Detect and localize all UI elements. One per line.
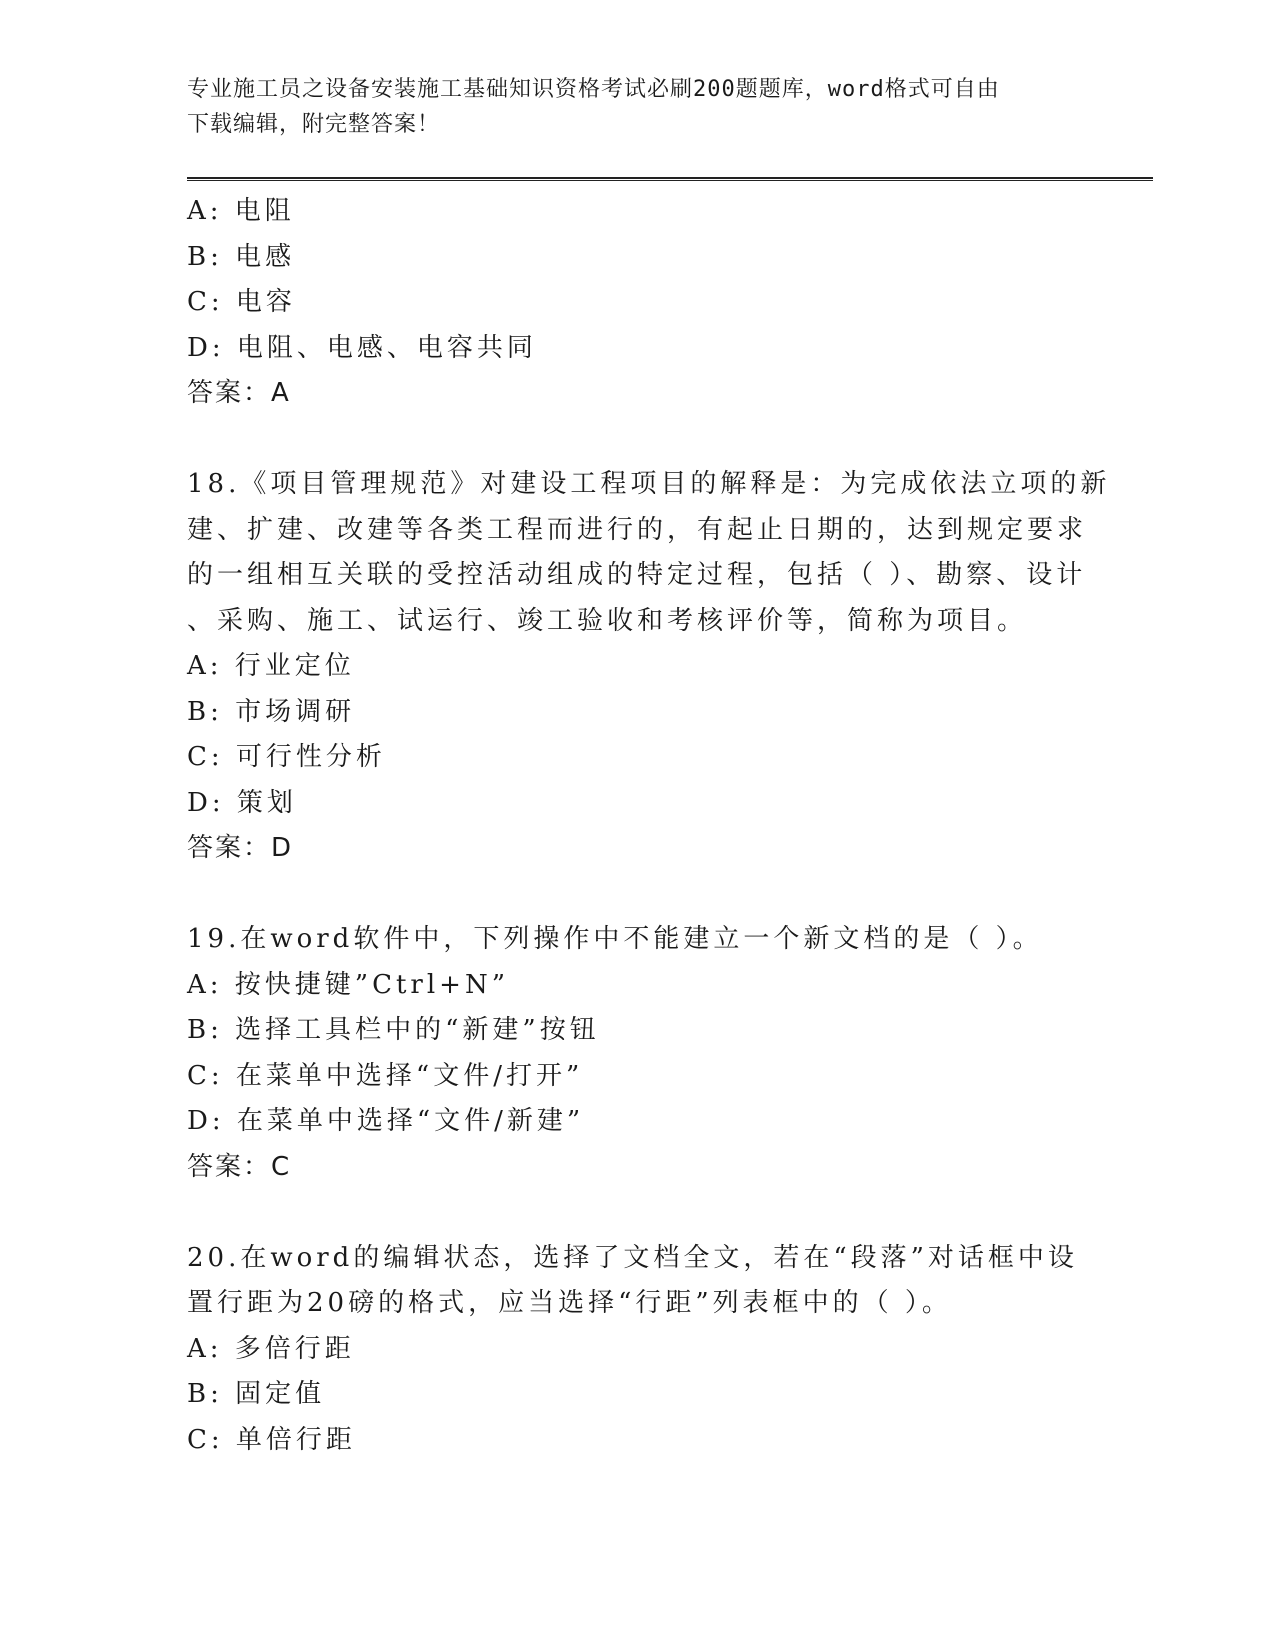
option-d: D: 电阻、电感、电容共同 [187, 332, 537, 363]
option-b: B: 选择工具栏中的“新建”按钮 [187, 1015, 600, 1045]
option-a: A: 多倍行距 [187, 1333, 355, 1364]
option-c: C: 可行性分析 [187, 742, 386, 772]
header-line-2: 下载编辑，附完整答案！ [187, 112, 441, 137]
header-line-1: 专业施工员之设备安装施工基础知识资格考试必刷200题题库，word格式可自由 [187, 77, 1000, 102]
question-stem-line: 20.在word的编辑状态，选择了文档全文，若在“段落”对话框中设 [187, 1242, 1078, 1273]
question-18 [187, 462, 1111, 872]
option-d: D: 策划 [187, 787, 297, 818]
option-d: D: 在菜单中选择“文件/新建” [187, 1106, 585, 1136]
question-stem-line: 置行距为20磅的格式，应当选择“行距”列表框中的（ ）。 [187, 1288, 952, 1318]
option-c: C: 单倍行距 [187, 1424, 356, 1455]
question-stem-line: 18.《项目管理规范》对建设工程项目的解释是：为完成依法立项的新 [187, 469, 1111, 499]
document-header [187, 72, 1067, 142]
option-c: C: 在菜单中选择“文件/打开” [187, 1060, 584, 1091]
question-17 [187, 189, 1087, 417]
header-divider [187, 177, 1153, 181]
answer: 答案：C [187, 1151, 292, 1182]
option-a: A: 按快捷键”Ctrl+N” [187, 969, 510, 1000]
option-b: B: 市场调研 [187, 696, 356, 727]
question-stem-line: 的一组相互关联的受控活动组成的特定过程，包括（ ）、勘察、设计 [187, 560, 1087, 590]
option-b: B: 电感 [187, 241, 296, 272]
answer: 答案：A [187, 378, 291, 408]
question-stem-line: 建、扩建、改建等各类工程而进行的，有起止日期的，达到规定要求 [187, 514, 1088, 545]
question-stem-line: 、采购、施工、试运行、竣工验收和考核评价等，简称为项目。 [187, 605, 1028, 636]
question-20 [187, 1236, 1087, 1464]
question-stem-line: 19.在word软件中，下列操作中不能建立一个新文档的是（ ）。 [187, 924, 1043, 954]
option-a: A: 行业定位 [187, 651, 355, 681]
document-body [187, 189, 1111, 1463]
option-b: B: 固定值 [187, 1379, 326, 1409]
question-19 [187, 917, 1087, 1190]
answer: 答案：D [187, 833, 294, 863]
option-a: A: 电阻 [187, 196, 295, 226]
option-c: C: 电容 [187, 287, 296, 317]
